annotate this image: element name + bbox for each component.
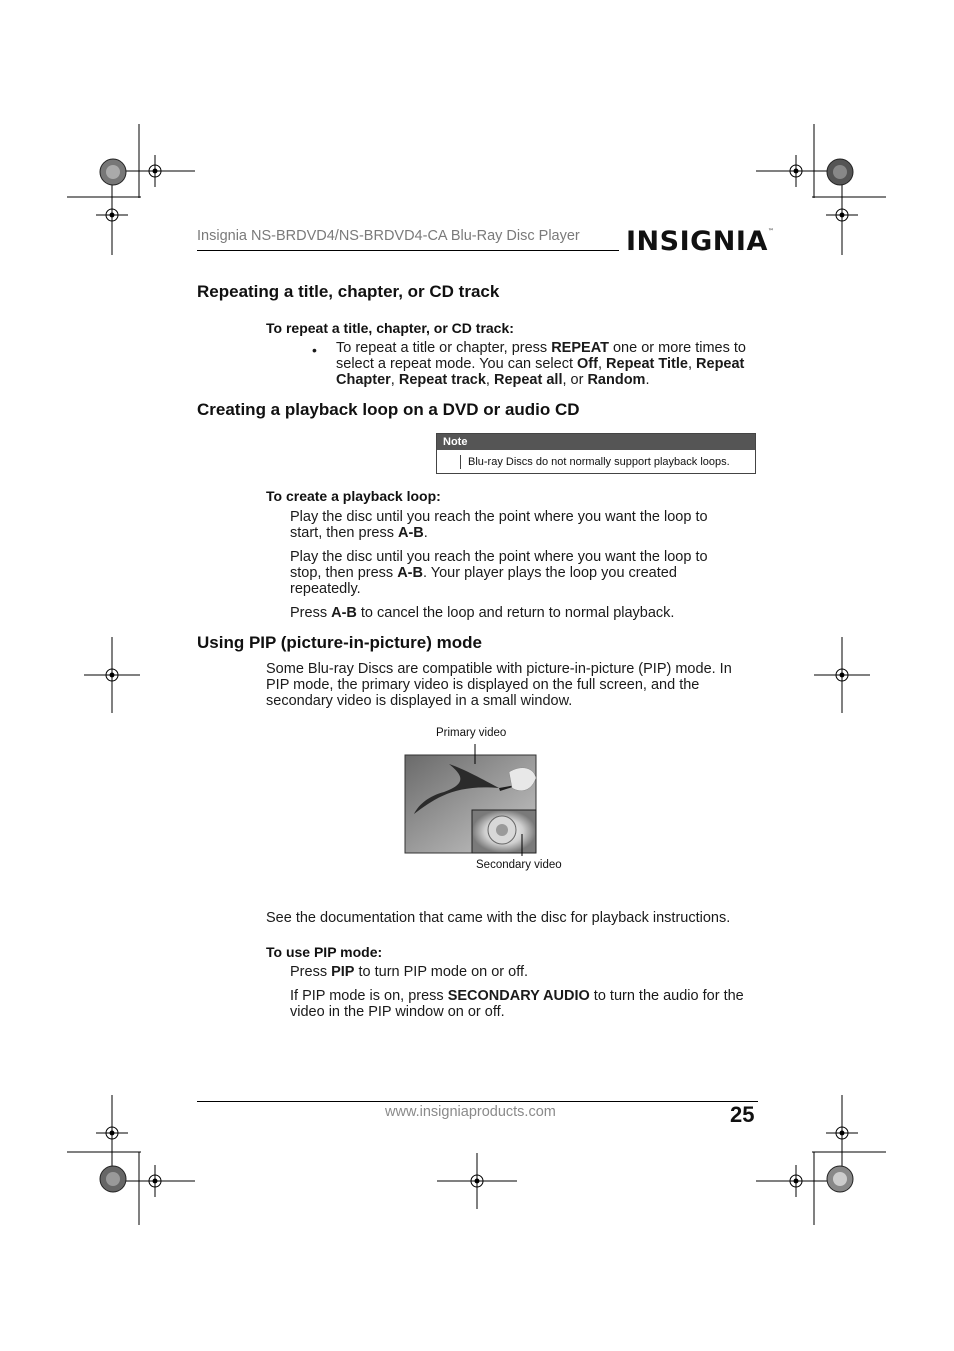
logo-trademark: ™ bbox=[767, 228, 775, 235]
page-number: 25 bbox=[730, 1102, 755, 1127]
subheading-repeat: To repeat a title, chapter, or CD track: bbox=[266, 320, 514, 336]
loop-step-1: Play the disc until you reach the point where you want the loop to start, then press A-B. bbox=[290, 509, 708, 541]
pip-intro: Some Blu-ray Discs are compatible with picture-in-picture (PIP) mode. In PIP mode, the primary video is displayed on the full screen, and the secondary video is displayed in a small window. bbox=[266, 661, 732, 709]
logo-text: INSIGNIA bbox=[626, 226, 768, 257]
registration-crosshairs bbox=[84, 155, 870, 1209]
loop-step-2: Play the disc until you reach the point where you want the loop to stop, then press A-B. Your player plays the loop you created repeatedly. bbox=[290, 549, 708, 597]
heading-repeating: Repeating a title, chapter, or CD track bbox=[197, 282, 500, 301]
footer-url: www.insigniaproducts.com bbox=[385, 1104, 556, 1120]
pip-see-docs: See the documentation that came with the disc for playback instructions. bbox=[266, 910, 731, 926]
pip-step-2: If PIP mode is on, press SECONDARY AUDIO to turn the audio for the video in the PIP window on or off. bbox=[290, 988, 744, 1020]
loop-step-3: Press A-B to cancel the loop and return to normal playback. bbox=[290, 605, 675, 621]
label-secondary-video: Secondary video bbox=[476, 859, 562, 871]
pip-step-1: Press PIP to turn PIP mode on or off. bbox=[290, 964, 529, 980]
subheading-use-pip: To use PIP mode: bbox=[266, 944, 383, 960]
heading-playback-loop: Creating a playback loop on a DVD or audio CD bbox=[197, 400, 580, 419]
repeat-instructions: To repeat a title or chapter, press REPEAT one or more times to select a repeat mode. You can select Off, Repeat Title, Repeat Chapter, Repeat track, Repeat all, or Random. bbox=[336, 340, 746, 388]
note-text: Blu-ray Discs do not normally support playback loops. bbox=[460, 455, 748, 469]
note-label: Note bbox=[437, 434, 755, 450]
subheading-create-loop: To create a playback loop: bbox=[266, 488, 441, 504]
running-header-title: Insignia NS-BRDVD4/NS-BRDVD4-CA Blu-Ray Disc Player bbox=[197, 228, 580, 244]
label-primary-video: Primary video bbox=[436, 727, 507, 739]
heading-pip: Using PIP (picture-in-picture) mode bbox=[197, 633, 482, 652]
color-starburst-marks bbox=[100, 159, 853, 1192]
bullet-marker: • bbox=[312, 342, 317, 358]
